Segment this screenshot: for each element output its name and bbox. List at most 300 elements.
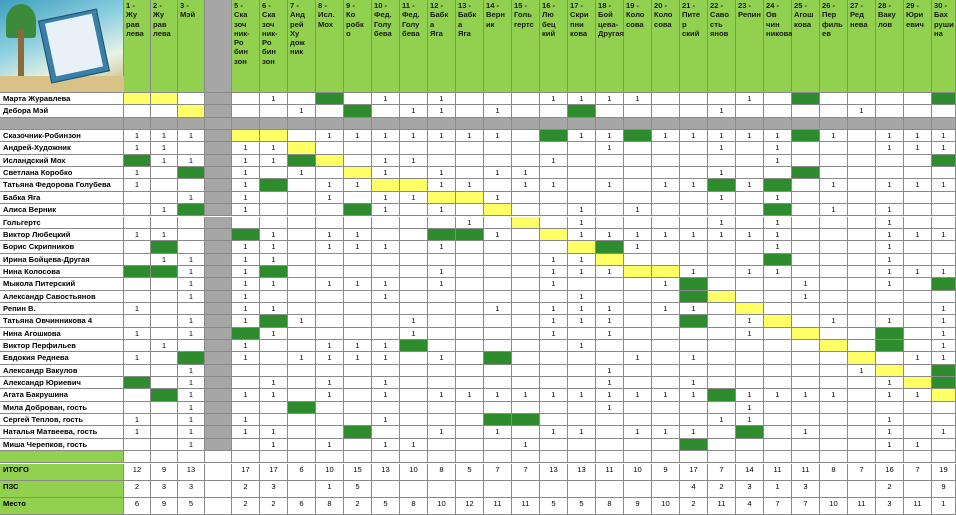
vote-cell — [652, 451, 680, 463]
vote-cell — [792, 105, 820, 117]
vote-cell: 1 — [260, 389, 288, 401]
vote-cell — [820, 105, 848, 117]
vote-cell — [124, 204, 151, 216]
vote-cell — [288, 291, 316, 303]
vote-cell: 1 — [456, 389, 484, 401]
vote-cell — [484, 439, 512, 451]
vote-cell — [680, 291, 708, 303]
vote-cell — [151, 426, 178, 438]
vote-cell — [652, 241, 680, 253]
vote-cell: 1 — [820, 179, 848, 191]
vote-cell: 1 — [232, 291, 260, 303]
vote-cell — [848, 414, 876, 426]
vote-cell — [820, 118, 848, 130]
vote-cell — [848, 118, 876, 130]
vote-cell — [205, 278, 232, 290]
vote-cell — [512, 291, 540, 303]
vote-cell — [316, 451, 344, 463]
footer-cell: 8 — [596, 498, 624, 515]
vote-cell — [151, 365, 178, 377]
vote-cell — [764, 315, 792, 327]
vote-cell — [848, 217, 876, 229]
vote-cell — [568, 328, 596, 340]
vote-cell — [484, 291, 512, 303]
vote-cell — [848, 291, 876, 303]
vote-cell — [232, 377, 260, 389]
column-header: 17 - Скри пни кова — [568, 0, 596, 93]
vote-cell: 1 — [568, 389, 596, 401]
vote-cell — [456, 451, 484, 463]
vote-cell: 1 — [260, 142, 288, 154]
vote-cell: 1 — [316, 278, 344, 290]
vote-cell — [512, 254, 540, 266]
vote-cell: 1 — [484, 229, 512, 241]
vote-cell: 1 — [288, 167, 316, 179]
vote-cell — [624, 118, 652, 130]
vote-cell — [708, 254, 736, 266]
vote-cell: 1 — [178, 389, 205, 401]
vote-cell — [512, 426, 540, 438]
vote-cell — [596, 414, 624, 426]
vote-cell: 1 — [260, 278, 288, 290]
vote-cell — [764, 167, 792, 179]
vote-cell: 1 — [484, 389, 512, 401]
footer-cell: 6 — [288, 498, 316, 515]
vote-cell — [932, 118, 956, 130]
column-header: 21 - Пите р ский — [680, 0, 708, 93]
vote-cell: 1 — [736, 229, 764, 241]
vote-cell: 1 — [372, 93, 400, 105]
participant-name: Марта Журавлева — [0, 93, 124, 105]
participant-name — [0, 118, 124, 130]
vote-cell — [792, 118, 820, 130]
vote-cell: 1 — [372, 377, 400, 389]
vote-cell — [736, 167, 764, 179]
vote-cell — [124, 105, 151, 117]
vote-cell — [736, 142, 764, 154]
vote-cell: 1 — [232, 241, 260, 253]
vote-cell: 1 — [708, 229, 736, 241]
footer-cell: 6 — [288, 464, 316, 481]
vote-cell — [568, 241, 596, 253]
footer-cell: 17 — [232, 464, 260, 481]
vote-cell — [124, 155, 151, 167]
vote-cell — [512, 402, 540, 414]
vote-cell — [260, 179, 288, 191]
vote-cell — [848, 192, 876, 204]
vote-cell — [792, 377, 820, 389]
vote-cell: 1 — [316, 439, 344, 451]
vote-cell — [512, 365, 540, 377]
vote-cell: 1 — [316, 377, 344, 389]
vote-cell — [484, 402, 512, 414]
vote-cell — [288, 439, 316, 451]
vote-cell — [316, 93, 344, 105]
vote-cell — [456, 303, 484, 315]
column-header: 20 - Коло сова — [652, 0, 680, 93]
vote-cell — [652, 315, 680, 327]
column-header: 18 - Бой цева- Другая — [596, 0, 624, 93]
vote-cell — [456, 352, 484, 364]
vote-cell — [708, 204, 736, 216]
vote-cell — [848, 377, 876, 389]
vote-cell — [764, 365, 792, 377]
vote-cell — [484, 451, 512, 463]
vote-cell — [568, 377, 596, 389]
vote-cell: 1 — [372, 130, 400, 142]
vote-cell — [372, 217, 400, 229]
vote-cell: 1 — [764, 229, 792, 241]
vote-cell — [428, 217, 456, 229]
vote-cell — [652, 105, 680, 117]
vote-cell: 1 — [428, 93, 456, 105]
vote-cell: 1 — [540, 389, 568, 401]
vote-cell — [205, 130, 232, 142]
participant-name: Мыкола Питерский — [0, 278, 124, 290]
vote-cell: 1 — [568, 266, 596, 278]
column-header: 27 - Ред нева — [848, 0, 876, 93]
vote-cell — [260, 266, 288, 278]
vote-cell — [820, 377, 848, 389]
vote-cell — [428, 315, 456, 327]
vote-cell — [428, 328, 456, 340]
vote-cell: 1 — [540, 155, 568, 167]
column-header: 22 - Саво сть янов — [708, 0, 736, 93]
vote-cell — [316, 142, 344, 154]
vote-cell: 1 — [232, 254, 260, 266]
vote-cell: 1 — [596, 365, 624, 377]
vote-cell: 1 — [792, 278, 820, 290]
vote-cell — [124, 315, 151, 327]
vote-cell: 1 — [736, 414, 764, 426]
vote-cell: 1 — [428, 179, 456, 191]
vote-cell — [512, 241, 540, 253]
footer-cell: 11 — [904, 498, 932, 515]
vote-cell — [876, 291, 904, 303]
vote-cell — [372, 266, 400, 278]
vote-cell — [344, 303, 372, 315]
vote-cell: 1 — [848, 365, 876, 377]
footer-cell: 2 — [876, 481, 904, 498]
column-header: 1 - Жу рав лева — [124, 0, 151, 93]
vote-cell: 1 — [932, 130, 956, 142]
vote-cell — [456, 105, 484, 117]
vote-cell — [316, 414, 344, 426]
vote-cell — [124, 266, 151, 278]
vote-cell — [456, 192, 484, 204]
vote-cell: 1 — [316, 130, 344, 142]
vote-cell — [428, 402, 456, 414]
vote-cell — [205, 389, 232, 401]
vote-cell: 1 — [372, 278, 400, 290]
footer-cell: 5 — [344, 481, 372, 498]
vote-cell: 1 — [876, 439, 904, 451]
vote-cell — [178, 105, 205, 117]
column-header: 8 - Исл. Мох — [316, 0, 344, 93]
vote-cell: 1 — [232, 389, 260, 401]
column-header: 7 - Анд рей Ху дож ник — [288, 0, 316, 93]
vote-cell — [205, 266, 232, 278]
vote-cell — [680, 192, 708, 204]
vote-cell — [288, 229, 316, 241]
footer-cell: 9 — [624, 498, 652, 515]
vote-cell: 1 — [232, 266, 260, 278]
footer-cell: 16 — [876, 464, 904, 481]
vote-cell — [124, 254, 151, 266]
vote-cell: 1 — [372, 204, 400, 216]
vote-cell — [904, 402, 932, 414]
vote-cell — [428, 439, 456, 451]
vote-cell — [428, 192, 456, 204]
vote-cell — [596, 167, 624, 179]
vote-cell: 1 — [372, 352, 400, 364]
vote-cell — [316, 105, 344, 117]
vote-cell: 1 — [232, 340, 260, 352]
vote-cell — [400, 217, 428, 229]
vote-cell: 1 — [124, 167, 151, 179]
vote-cell: 1 — [568, 254, 596, 266]
participant-name: Ирина Бойцева-Другая — [0, 254, 124, 266]
vote-cell — [260, 315, 288, 327]
vote-cell — [232, 118, 260, 130]
vote-cell: 1 — [372, 167, 400, 179]
vote-cell — [624, 105, 652, 117]
vote-cell — [764, 105, 792, 117]
vote-cell — [288, 142, 316, 154]
vote-cell — [400, 254, 428, 266]
vote-cell: 1 — [652, 426, 680, 438]
vote-cell — [904, 365, 932, 377]
vote-cell — [848, 328, 876, 340]
vote-cell — [848, 241, 876, 253]
vote-cell — [484, 217, 512, 229]
vote-cell — [680, 155, 708, 167]
vote-cell: 1 — [792, 426, 820, 438]
footer-cell — [624, 481, 652, 498]
vote-cell — [680, 340, 708, 352]
vote-cell — [344, 414, 372, 426]
vote-cell — [400, 93, 428, 105]
vote-cell — [876, 192, 904, 204]
vote-cell — [540, 204, 568, 216]
participant-name: Светлана Коробко — [0, 167, 124, 179]
vote-cell — [205, 439, 232, 451]
participant-name: Наталья Матвеева, гость — [0, 426, 124, 438]
vote-cell — [652, 167, 680, 179]
vote-cell — [540, 451, 568, 463]
vote-cell: 1 — [932, 315, 956, 327]
vote-cell — [512, 192, 540, 204]
vote-cell: 1 — [400, 130, 428, 142]
vote-cell — [904, 105, 932, 117]
vote-cell: 1 — [764, 155, 792, 167]
vote-cell — [932, 377, 956, 389]
vote-cell — [540, 402, 568, 414]
vote-cell — [568, 402, 596, 414]
vote-cell — [904, 217, 932, 229]
vote-cell — [540, 241, 568, 253]
vote-cell: 1 — [178, 315, 205, 327]
vote-cell — [205, 414, 232, 426]
vote-cell — [932, 402, 956, 414]
participant-name: Мила Доброван, гость — [0, 402, 124, 414]
vote-cell: 1 — [400, 439, 428, 451]
vote-cell — [596, 217, 624, 229]
vote-cell — [596, 254, 624, 266]
vote-cell — [652, 365, 680, 377]
vote-cell — [151, 315, 178, 327]
vote-cell — [288, 93, 316, 105]
vote-cell — [904, 451, 932, 463]
vote-cell — [484, 365, 512, 377]
vote-cell — [400, 451, 428, 463]
vote-cell — [456, 241, 484, 253]
vote-cell — [205, 167, 232, 179]
vote-cell — [288, 451, 316, 463]
vote-cell — [232, 130, 260, 142]
vote-cell — [288, 204, 316, 216]
footer-cell: 10 — [652, 498, 680, 515]
vote-cell — [400, 229, 428, 241]
vote-cell — [512, 229, 540, 241]
vote-cell — [456, 439, 484, 451]
vote-cell — [624, 130, 652, 142]
vote-cell: 1 — [316, 192, 344, 204]
vote-cell — [456, 254, 484, 266]
vote-cell — [400, 241, 428, 253]
vote-cell — [124, 389, 151, 401]
vote-cell: 1 — [316, 340, 344, 352]
vote-cell — [456, 118, 484, 130]
footer-cell: 14 — [736, 464, 764, 481]
vote-cell: 1 — [736, 389, 764, 401]
vote-cell — [151, 414, 178, 426]
vote-cell: 1 — [624, 204, 652, 216]
vote-cell — [288, 389, 316, 401]
vote-cell — [456, 93, 484, 105]
vote-cell — [876, 352, 904, 364]
vote-cell — [456, 229, 484, 241]
footer-cell: 8 — [820, 464, 848, 481]
vote-cell: 1 — [540, 315, 568, 327]
vote-cell: 1 — [232, 278, 260, 290]
vote-cell — [876, 118, 904, 130]
footer-cell: 15 — [344, 464, 372, 481]
vote-cell — [428, 229, 456, 241]
vote-cell: 1 — [178, 439, 205, 451]
vote-cell — [288, 155, 316, 167]
vote-cell: 1 — [596, 266, 624, 278]
vote-cell — [205, 340, 232, 352]
vote-cell — [820, 155, 848, 167]
vote-cell — [316, 155, 344, 167]
vote-cell — [792, 204, 820, 216]
vote-cell — [372, 179, 400, 191]
vote-cell — [736, 192, 764, 204]
participant-name: Алиса Верник — [0, 204, 124, 216]
vote-cell — [568, 192, 596, 204]
vote-cell: 1 — [372, 155, 400, 167]
vote-cell — [764, 439, 792, 451]
vote-cell: 1 — [232, 352, 260, 364]
vote-cell: 1 — [568, 340, 596, 352]
vote-cell: 1 — [876, 241, 904, 253]
vote-cell — [205, 217, 232, 229]
vote-cell — [820, 402, 848, 414]
vote-cell — [456, 278, 484, 290]
vote-cell — [932, 93, 956, 105]
vote-cell — [596, 426, 624, 438]
vote-cell — [708, 93, 736, 105]
participant-name: Татьяна Федорова Голубева — [0, 179, 124, 191]
vote-cell — [764, 204, 792, 216]
vote-cell — [680, 254, 708, 266]
vote-cell — [792, 192, 820, 204]
footer-cell: 5 — [568, 498, 596, 515]
vote-cell: 1 — [400, 155, 428, 167]
vote-cell — [792, 155, 820, 167]
vote-cell — [288, 303, 316, 315]
vote-cell: 1 — [932, 142, 956, 154]
vote-cell — [540, 352, 568, 364]
vote-cell — [792, 179, 820, 191]
vote-cell — [316, 204, 344, 216]
vote-cell — [624, 217, 652, 229]
vote-cell — [932, 439, 956, 451]
vote-cell — [344, 217, 372, 229]
vote-cell — [288, 130, 316, 142]
vote-cell — [820, 328, 848, 340]
vote-cell — [288, 118, 316, 130]
vote-cell — [372, 229, 400, 241]
vote-cell — [151, 278, 178, 290]
vote-cell — [540, 192, 568, 204]
vote-cell — [512, 451, 540, 463]
vote-cell: 1 — [568, 426, 596, 438]
vote-cell — [624, 142, 652, 154]
footer-cell: 11 — [848, 498, 876, 515]
vote-cell: 1 — [680, 389, 708, 401]
vote-cell — [316, 402, 344, 414]
vote-cell — [792, 266, 820, 278]
vote-cell: 1 — [876, 217, 904, 229]
vote-cell — [288, 254, 316, 266]
vote-cell — [484, 179, 512, 191]
footer-cell: 10 — [400, 464, 428, 481]
vote-cell — [344, 254, 372, 266]
vote-cell — [178, 229, 205, 241]
vote-cell — [540, 340, 568, 352]
vote-cell — [708, 315, 736, 327]
vote-cell — [596, 118, 624, 130]
vote-cell — [820, 229, 848, 241]
vote-cell — [820, 291, 848, 303]
vote-cell — [124, 377, 151, 389]
vote-cell — [904, 426, 932, 438]
footer-cell: 10 — [820, 498, 848, 515]
footer-cell: 3 — [260, 481, 288, 498]
vote-cell — [652, 254, 680, 266]
footer-cell: 2 — [232, 498, 260, 515]
footer-cell: 8 — [400, 498, 428, 515]
vote-cell — [848, 340, 876, 352]
vote-cell: 1 — [484, 426, 512, 438]
footer-cell: 11 — [596, 464, 624, 481]
participant-name: Сказочник-Робинзон — [0, 130, 124, 142]
footer-cell: 11 — [512, 498, 540, 515]
vote-cell: 1 — [876, 315, 904, 327]
vote-cell — [428, 340, 456, 352]
